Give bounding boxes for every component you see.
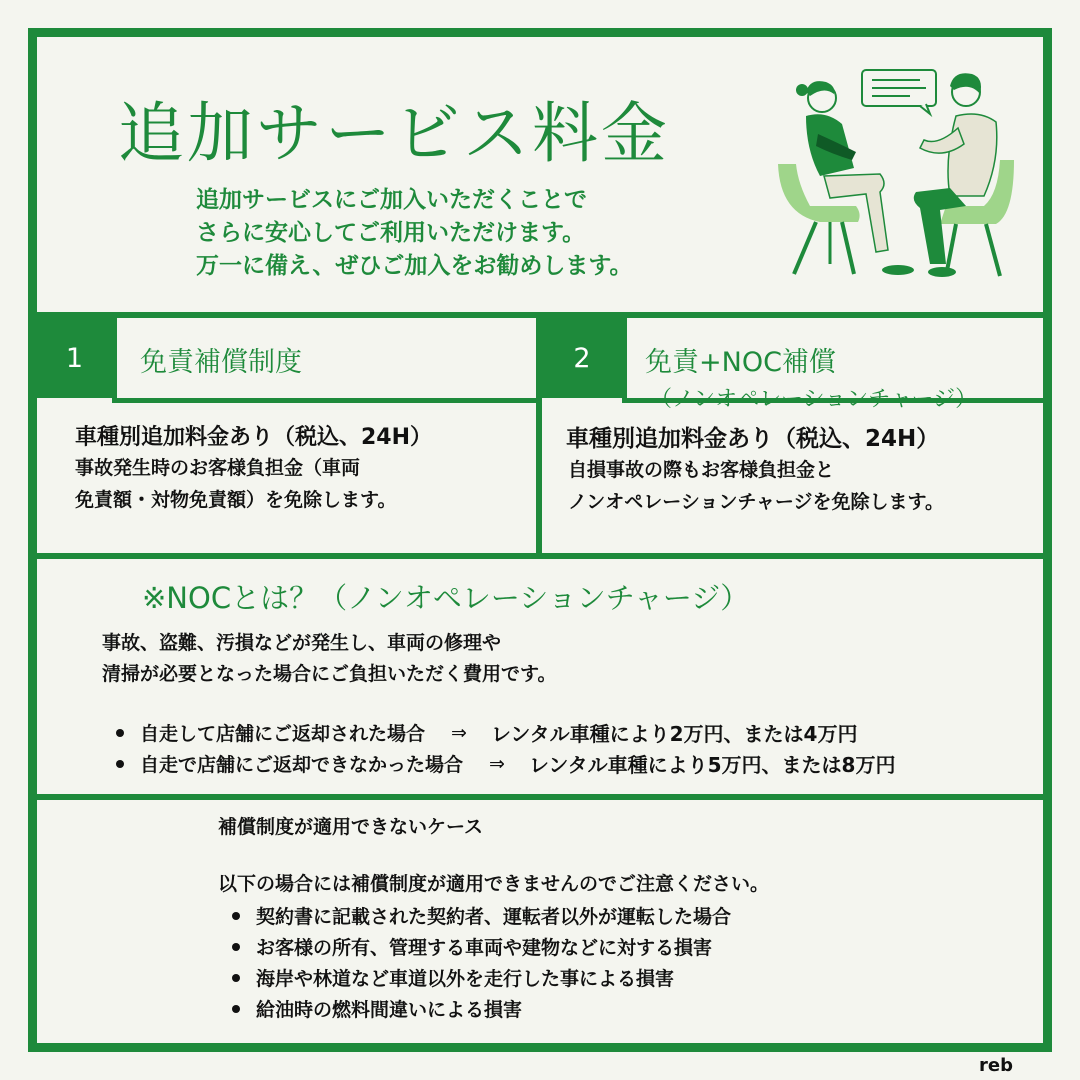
noc-condition: 自走して店舗にご返却された場合 [140,723,426,745]
list-item [232,931,731,962]
bullet-icon [232,1005,240,1013]
plan2-name: 免責+NOC補償 [645,347,836,378]
noc-title: ※NOCとは？（ノンオペレーションチャージ） [142,581,750,615]
plan2-price-note: 車種別追加料金あり（税込、24H） [566,426,940,452]
plan2-description-line: 自損事故の際もお客様負担金と [568,459,835,481]
plan1-description-line: 事故発生時のお客様負担金（車両 [75,457,361,479]
bullet-icon [232,974,240,982]
noc-description [102,628,556,690]
plan1-number-badge: 1 [37,318,112,398]
plan1-description [75,452,396,516]
exclusion-text: 給油時の燃料間違いによる損害 [256,999,523,1021]
noc-charge-row [116,749,895,778]
list-item [232,962,731,993]
exclusions-list [232,900,731,1024]
bullet-icon [232,912,240,920]
plan1-numbox-border [112,312,117,403]
plan2-description-line: ノンオペレーションチャージを免除します。 [568,491,945,513]
plan1-name: 免責補償制度 [140,347,302,378]
plan1-inner-border [117,398,536,403]
noc-charge-row [116,718,857,747]
plan2-numbox-border [622,312,627,403]
exclusion-text: 契約書に記載された契約者、運転者以外が運転した場合 [256,906,732,928]
intro-text [196,184,633,283]
intro-line: さらに安心してご利用いただけます。 [196,220,586,246]
noc-charge: レンタル車種により2万円、または4万円 [490,722,858,746]
conversation-illustration [770,64,1030,292]
intro-line: 追加サービスにご加入いただくことで [196,187,587,213]
page-title: 追加サービス料金 [118,95,670,172]
exclusions-section [218,812,769,900]
noc-description-line: 清掃が必要となった場合にご負担いただく費用です。 [102,663,557,685]
exclusions-intro: 以下の場合には補償制度が適用できませんのでご注意ください。 [218,873,770,895]
list-item [232,993,731,1024]
noc-condition: 自走で店舗にご返却できなかった場合 [140,754,464,776]
bullet-icon [116,729,124,737]
plan1-description-line: 免責額・対物免責額）を免除します。 [75,489,397,511]
divider-noc [37,794,1043,800]
bullet-icon [116,760,124,768]
exclusion-text: お客様の所有、管理する車両や建物などに対する損害 [256,937,713,959]
exclusion-text: 海岸や林道など車道以外を走行した事による損害 [256,968,675,990]
bullet-icon [232,943,240,951]
arrow-icon: ⇒ [489,752,505,775]
list-item [232,900,731,931]
exclusions-heading: 補償制度が適用できないケース [218,816,484,838]
person-left-icon [796,81,914,275]
noc-description-line: 事故、盗難、汚損などが発生し、車両の修理や [102,632,502,654]
plan2-number-badge: 2 [542,318,622,398]
brand-footer: reb [979,1055,1013,1076]
plan1-price-note: 車種別追加料金あり（税込、24H） [75,425,433,450]
arrow-icon: ⇒ [451,721,467,744]
intro-line: 万一に備え、ぜひご加入をお勧めします。 [196,253,633,279]
noc-charge: レンタル車種により5万円、または8万円 [528,753,896,777]
plan2-subtitle: （ノンオペレーションチャージ） [650,387,978,412]
plan2-description [568,454,944,518]
speech-bubble-icon [862,70,936,114]
